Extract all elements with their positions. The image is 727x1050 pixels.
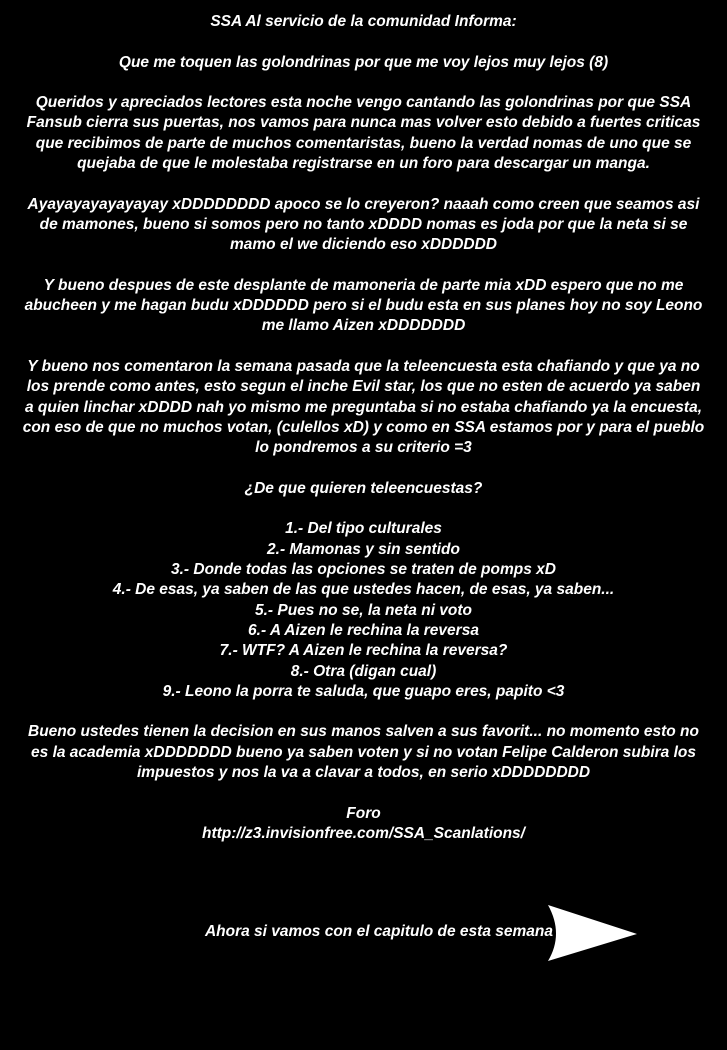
song-line: Que me toquen las golondrinas por que me voy lejos muy lejos (8)	[118, 53, 609, 71]
paragraph-4: Y bueno nos comentaron la semana pasada que la teleencuesta esta chafiando y que ya no los prende como antes, esto segun el inche Evil star, los que no esten de acuerdo ya saben a quien linchar xDDDD nah yo mismo me preguntaba si no estaba chafiando ya la encuesta, con eso de que no muchos votan, (culellos xD) y como en SSA estamos por y para el pueblo lo pondremos a su criterio =3	[22, 358, 705, 457]
footer	[0, 903, 727, 963]
paragraph-3: Y bueno despues de este desplante de mamoneria de parte mia xDD espero que no me abucheen y me hagan budu xDDDDDD pero si el budu esta en sus planes hoy no soy Leono me llamo Aizen xDDDDDDD	[24, 276, 703, 335]
next-chapter-text: Ahora si vamos con el capitulo de esta semana	[204, 923, 553, 940]
poll-options-list	[22, 519, 705, 702]
closing-paragraph: Bueno ustedes tienen la decision en sus manos salven a sus favorit... no momento esto no es la academia xDDDDDDD bueno ya saben voten y si no votan Felipe Calderon subira los impuestos y nos la va a clavar a todos, en serio xDDDDDDDD	[28, 723, 699, 781]
poll-option: 6.- A Aizen le rechina la reversa	[248, 621, 479, 639]
forum-label: Foro	[346, 804, 381, 822]
announcement-page	[22, 12, 705, 864]
poll-option: 1.- Del tipo culturales	[285, 520, 442, 538]
poll-option: 3.- Donde todas las opciones se traten de pomps xD	[170, 561, 556, 579]
poll-option: 4.- De esas, ya saben de las que ustedes hacen, de esas, ya saben...	[112, 581, 615, 599]
right-arrow-icon	[546, 903, 638, 963]
paragraph-2: Ayayayayayayayay xDDDDDDDD apoco se lo creyeron? naaah como creen que seamos asi de mamones, bueno si somos pero no tanto xDDDD nomas es joda por que la neta si se mamo el we diciendo eso xDDDDDD	[27, 195, 700, 254]
paragraph-1: Queridos y apreciados lectores esta noche vengo cantando las golondrinas por que SSA Fansub cierra sus puertas, nos vamos para nunca mas volver esto debido a fuertes criticas que recibimos de parte de muchos comentaristas, bueno la verdad nomas de uno que se quejaba de que le molestaba registrarse en un foro para descargar un manga.	[26, 94, 701, 173]
poll-option: 2.- Mamonas y sin sentido	[267, 540, 460, 558]
forum-link[interactable]: http://z3.invisionfree.com/SSA_Scanlations/	[202, 824, 525, 842]
poll-option: 8.- Otra (digan cual)	[290, 662, 437, 680]
forum-block	[22, 804, 705, 845]
poll-option: 9.- Leono la porra te saluda, que guapo eres, papito <3	[162, 682, 565, 700]
poll-question: ¿De que quieren teleencuestas?	[244, 479, 483, 497]
announcement-title: SSA Al servicio de la comunidad Informa:	[210, 13, 517, 30]
poll-option: 5.- Pues no se, la neta ni voto	[254, 601, 473, 619]
poll-option: 7.- WTF? A Aizen le rechina la reversa?	[219, 642, 508, 660]
